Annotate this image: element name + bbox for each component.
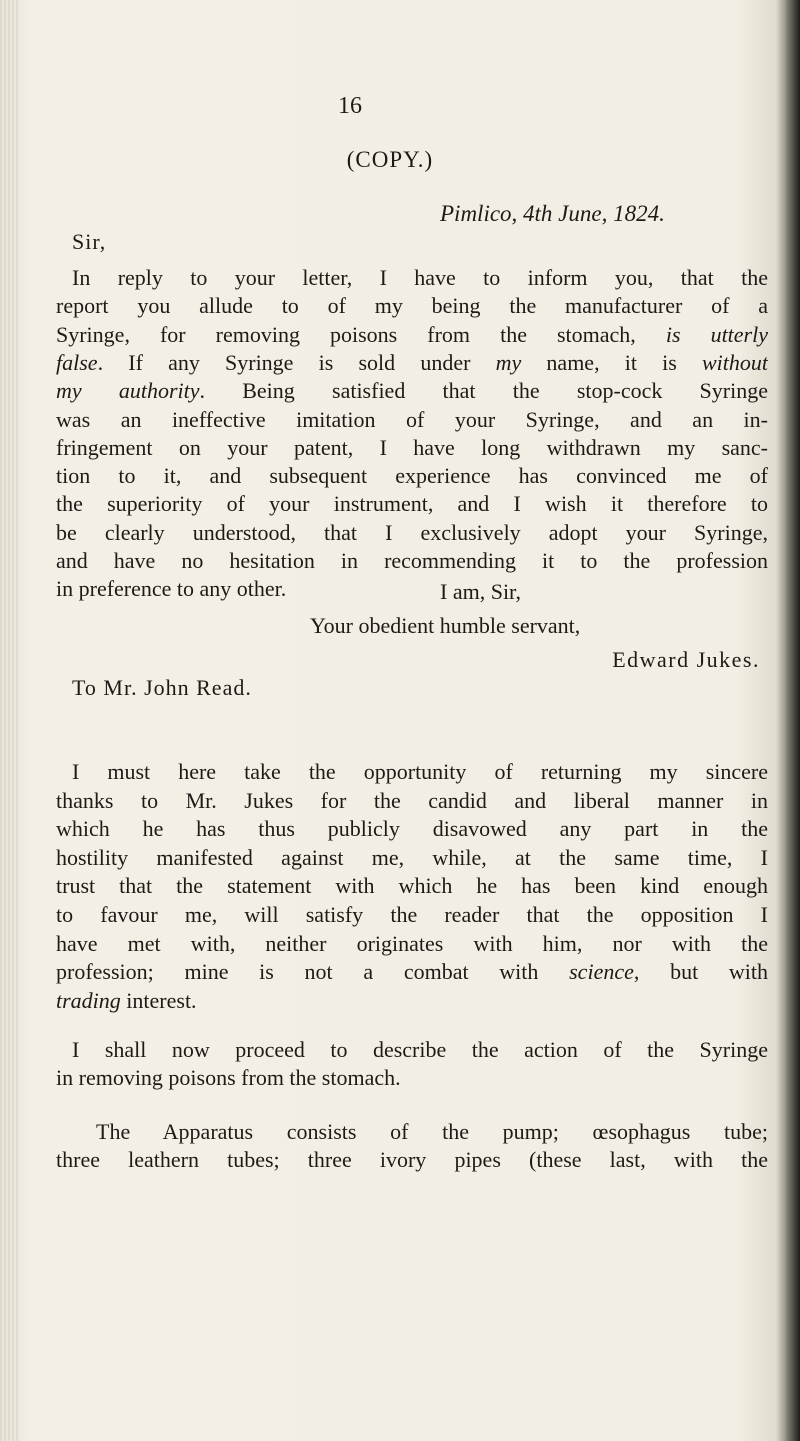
text-line: in preference to any other. [56, 576, 287, 602]
text-line: in removing poisons from the stomach. [56, 1065, 401, 1090]
text-line: I must here take the opportunity of returning my sincere [72, 759, 768, 784]
letter-salutation: Sir, [72, 229, 107, 254]
page-edge-shadow [786, 0, 800, 1441]
text-line: have met with, neither originates with him, nor with the [56, 930, 768, 956]
emphasis: is utterly [665, 321, 768, 347]
emphasis: my authority [56, 378, 200, 404]
text-line: and have no hesitation in recommending it to the profession [56, 548, 768, 573]
text-line: report you allude to of my being the manufacturer of a [56, 293, 768, 319]
text-line: my authority. Being satisfied that the stop-cock Syringe [56, 378, 768, 404]
text-line: Syringe, for removing poisons from the stomach, is utterly [56, 321, 768, 347]
text-line: three leathern tubes; three ivory pipes (these last, with the [56, 1147, 768, 1172]
text-line: In reply to your letter, I have to inform you, that the [72, 265, 768, 290]
text-line: tion to it, and subsequent experience has convinced me of [56, 463, 768, 489]
emphasis: without [702, 349, 768, 375]
text-line: be clearly understood, that I exclusively adopt your Syringe, [56, 519, 768, 545]
text-line: hostility manifested against me, while, at the same time, I [56, 844, 768, 870]
text-line: the superiority of your instrument, and I wish it therefore to [56, 491, 768, 517]
emphasis: false [56, 349, 98, 375]
emphasis: my [495, 349, 522, 375]
text-line: fringement on your patent, I have long withdrawn my sanc- [56, 434, 768, 460]
text-line: was an ineffective imitation of your Syringe, and an in- [56, 406, 768, 432]
copy-heading: (COPY.) [346, 147, 434, 172]
letter-closing-1: I am, Sir, [440, 579, 521, 604]
text-line: trust that the statement with which he has been kind enough [56, 873, 768, 899]
text-line: thanks to Mr. Jukes for the candid and liberal manner in [56, 787, 768, 813]
text-line: false. If any Syringe is sold under my name, it is without [56, 349, 768, 375]
letter-closing-2: Your obedient humble servant, [310, 613, 581, 638]
letter-addressee: To Mr. John Read. [72, 675, 252, 700]
text-line: trading interest. [56, 987, 197, 1013]
letter-dateline: Pimlico, 4th June, 1824. [440, 201, 665, 226]
page-gutter [0, 0, 18, 1441]
text-line: I shall now proceed to describe the action of the Syringe [72, 1037, 768, 1062]
emphasis: science [569, 959, 634, 985]
text-line: profession; mine is not a combat with science, but with [56, 959, 768, 985]
text-line: to favour me, will satisfy the reader that the opposition I [56, 902, 768, 927]
page-number: 16 [338, 93, 362, 119]
emphasis: trading [56, 987, 121, 1013]
text-line: which he has thus publicly disavowed any part in the [56, 816, 768, 842]
text-line: The Apparatus consists of the pump; œsophagus tube; [96, 1119, 768, 1144]
letter-signature: Edward Jukes. [612, 647, 760, 672]
